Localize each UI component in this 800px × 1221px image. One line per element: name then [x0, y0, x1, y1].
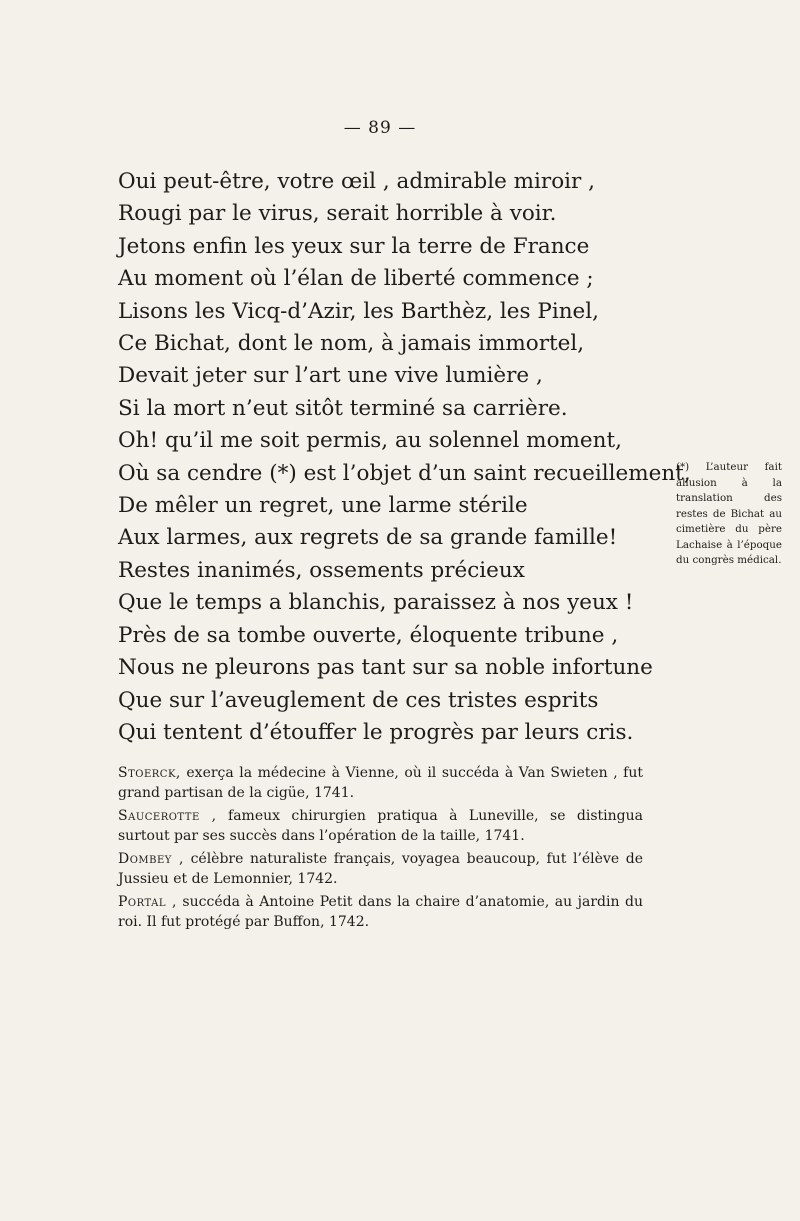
poem-line: Lisons les Vicq-d’Azir, les Barthèz, les Pinel, [118, 298, 599, 324]
poem-line: Rougi par le virus, serait horrible à voir. [118, 201, 557, 227]
poem-line: Oui peut-être, votre œil , admirable miroir , [118, 169, 595, 194]
poem-line: Près de sa tombe ouverte, éloquente tribune , [118, 622, 619, 648]
poem-line: Où sa cendre (*) est l’objet d’un saint recueillement, [118, 460, 691, 486]
poem-line: Que le temps a blanchis, paraissez à nos yeux ! [118, 590, 634, 616]
poem-line: Nous ne pleurons pas tant sur sa noble infortune [118, 655, 653, 681]
note-entry [118, 807, 643, 846]
poem-line: Qui tentent d’étouffer le progrès par leurs cris. [118, 719, 634, 745]
poem-line: Restes inanimés, ossements précieux [118, 557, 525, 583]
poem-line: Oh! qu’il me soit permis, au solennel moment, [118, 428, 622, 454]
poem-line: Au moment où l’élan de liberté commence ; [118, 266, 594, 292]
poem-line: Devait jeter sur l’art une vive lumière , [118, 363, 543, 389]
note-entry [118, 893, 643, 932]
note-entry [118, 850, 643, 889]
poem-line: De mêler un regret, une larme stérile [118, 493, 528, 519]
note-name: Portal , [118, 894, 177, 910]
note-text: fameux chirurgien pratiqua à Luneville, se distingua surtout par ses succès dans l’opération de la taille, 1741. [118, 808, 643, 844]
note-entry [118, 764, 643, 803]
note-text: exerça la médecine à Vienne, où il succéda à Van Swieten , fut grand partisan de la cigüe, 1741. [118, 765, 643, 801]
marginal-footnote: (*) L’auteur fait allusion à la translation des restes de Bichat au cimetière du père Lachaise à l’époque du congrès médical. [676, 461, 782, 566]
note-name: Saucerotte , [118, 808, 217, 824]
poem-line: Si la mort n’eut sitôt terminé sa carrière. [118, 395, 568, 421]
note-text: célèbre naturaliste français, voyagea beaucoup, fut l’élève de Jussieu et de Lemonnier, 1742. [118, 851, 643, 887]
poem-line: Ce Bichat, dont le nom, à jamais immortel, [118, 331, 585, 357]
note-name: Dombey , [118, 851, 184, 867]
biographical-notes [118, 764, 643, 936]
poem [118, 166, 691, 749]
note-text: succéda à Antoine Petit dans la chaire d’anatomie, au jardin du roi. Il fut protégé par Buffon, 1742. [118, 894, 643, 930]
page-number: — 89 — [343, 118, 417, 138]
note-name: Stoerck, [118, 765, 181, 781]
poem-line: Aux larmes, aux regrets de sa grande famille! [118, 525, 618, 551]
poem-line: Jetons enfin les yeux sur la terre de France [118, 233, 590, 259]
poem-line: Que sur l’aveuglement de ces tristes esprits [118, 687, 599, 713]
